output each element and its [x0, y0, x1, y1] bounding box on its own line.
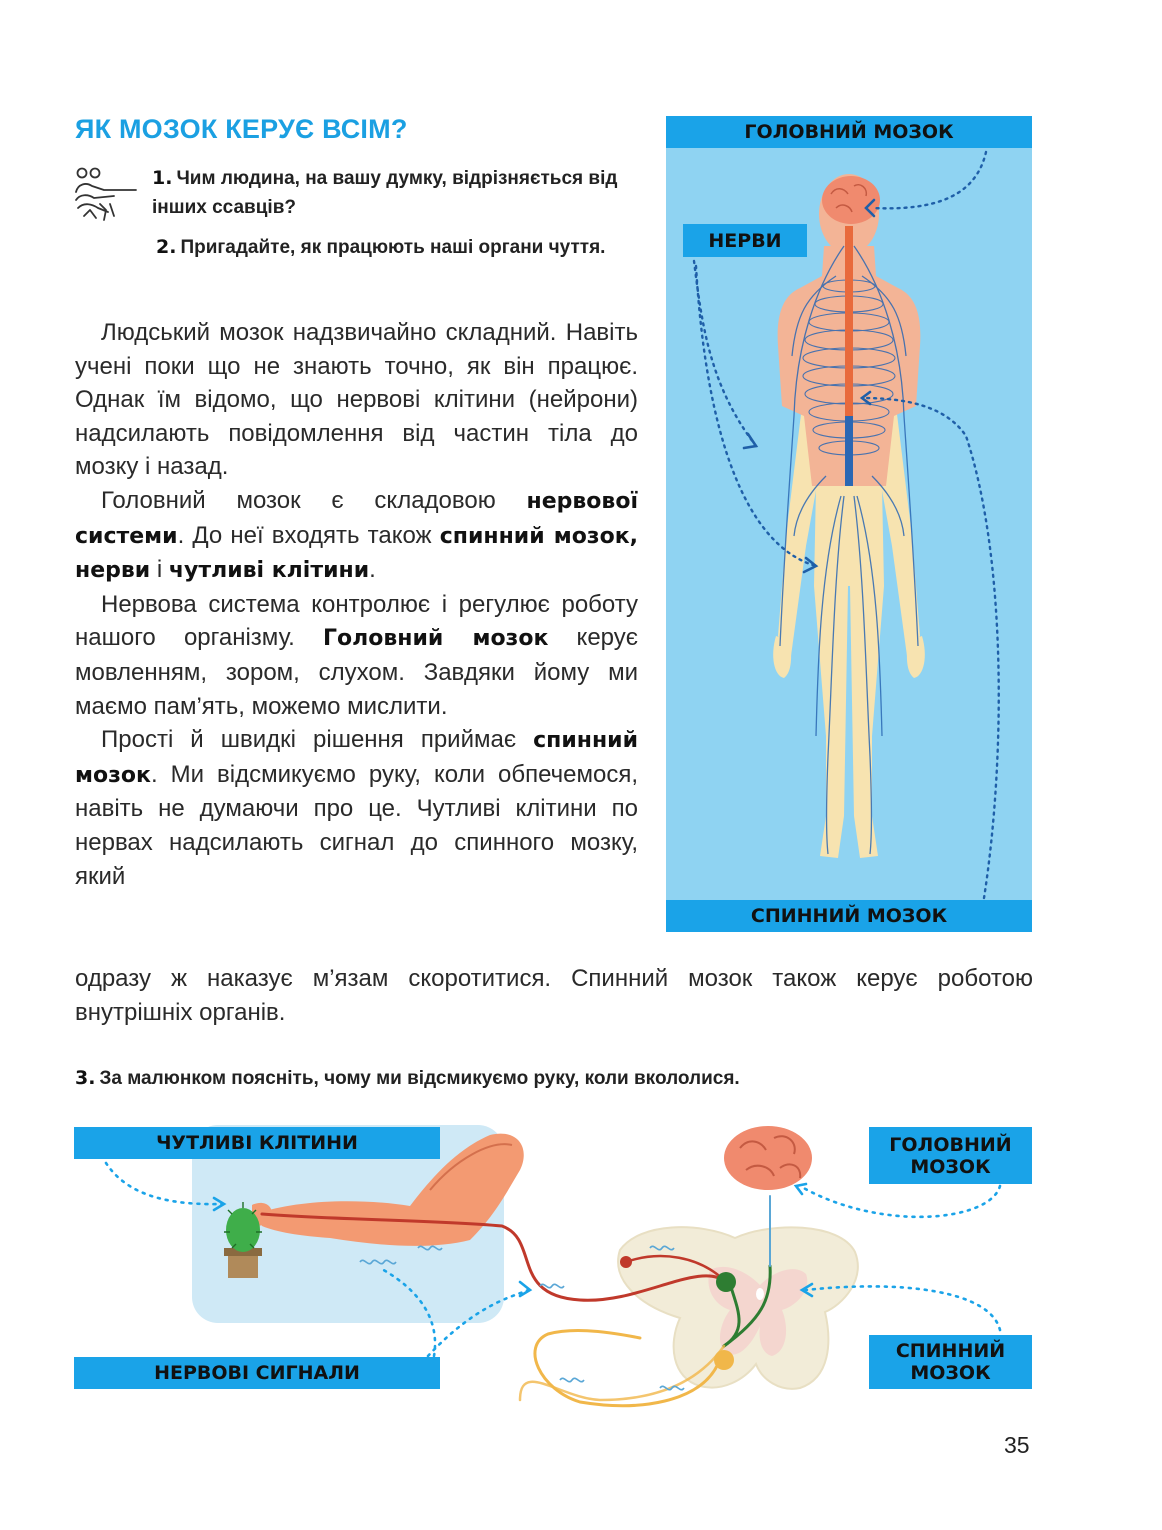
term-nervous-system: нервової системи — [75, 488, 638, 549]
brain — [822, 176, 880, 224]
spinal-cord — [845, 226, 853, 416]
label-nerve-signals: НЕРВОВІ СИГНАЛИ — [74, 1357, 440, 1389]
paragraph-1: Людський мозок надзвичайно складний. Навіть учені поки що не знають точно, як він працює. Однак їм відомо, що нервові клітини (нейрони) надсилають повідомлення від частин тіла до мозку і назад. — [75, 319, 638, 481]
page-title: ЯК МОЗОК КЕРУЄ ВСІМ? — [75, 114, 408, 144]
question-1-text: Чим людина, на вашу думку, відрізняється від інших ссавців? — [152, 168, 618, 218]
paragraph-3-text-1: Нервова система контролює і регулює роботу нашого організму. — [75, 590, 638, 652]
paragraph-4-continuation: одразу ж наказує м’язам скоротитися. Спинний мозок також керує роботою внутрішніх органів. — [75, 965, 1033, 1026]
paragraph-3 — [75, 588, 638, 723]
question-1 — [152, 164, 638, 222]
paragraph-4-text-2: . Ми відсмикуємо руку, коли обпечемося, навіть не думаючи про це. Чутливі клітини по нервах надсилають сигнал до спинного мозку, який — [75, 760, 638, 890]
brain-icon — [724, 1126, 812, 1190]
term-spinal-cord-nerves: спинний мозок, нерви — [75, 523, 638, 584]
label-sensory-cells: ЧУТЛИВІ КЛІТИНИ — [74, 1127, 440, 1159]
term-brain: Головний мозок — [323, 626, 549, 652]
paragraph-2-text-4: . — [369, 556, 376, 584]
label-brain-reflex: ГОЛОВНИЙ МОЗОК — [869, 1127, 1032, 1184]
term-sensory-cells: чутливі клітини — [168, 558, 370, 584]
label-spinal-cord-reflex: СПИННИЙ МОЗОК — [869, 1335, 1032, 1389]
paragraph-2-text-3: і — [150, 556, 169, 584]
label-spinal-cord: СПИННИЙ МОЗОК — [666, 900, 1032, 932]
question-3 — [75, 1064, 975, 1093]
label-nerves: НЕРВИ — [683, 224, 807, 257]
spinal-cord-lower — [845, 416, 853, 486]
paragraph-2-text-2: . До неї входять також — [177, 521, 440, 549]
paragraph-2 — [75, 484, 638, 588]
group-discussion-icon — [74, 166, 140, 224]
term-spinal-cord: спинний мозок — [75, 728, 638, 788]
main-text — [75, 316, 638, 893]
paragraph-3-text-2: керує мовленням, зором, слухом. Завдяки йому ми маємо пам’ять, можемо мислити. — [75, 624, 638, 720]
page-number: 35 — [1004, 1432, 1030, 1458]
question-2-text: Пригадайте, як працюють наші органи чуття. — [180, 237, 606, 258]
question-3-number: 3. — [75, 1067, 96, 1089]
label-brain: ГОЛОВНИЙ МОЗОК — [666, 116, 1032, 148]
paragraph-4 — [75, 723, 638, 893]
question-3-text: За малюнком поясніть, чому ми відсмикуємо руку, коли вкололися. — [99, 1068, 740, 1089]
paragraph-2-text-1: Головний мозок є складовою — [101, 486, 527, 514]
paragraph-4-text-1: Прості й швидкі рішення приймає — [101, 726, 534, 754]
question-1-number: 1. — [152, 167, 173, 189]
question-2 — [156, 233, 638, 262]
question-2-number: 2. — [156, 236, 177, 258]
